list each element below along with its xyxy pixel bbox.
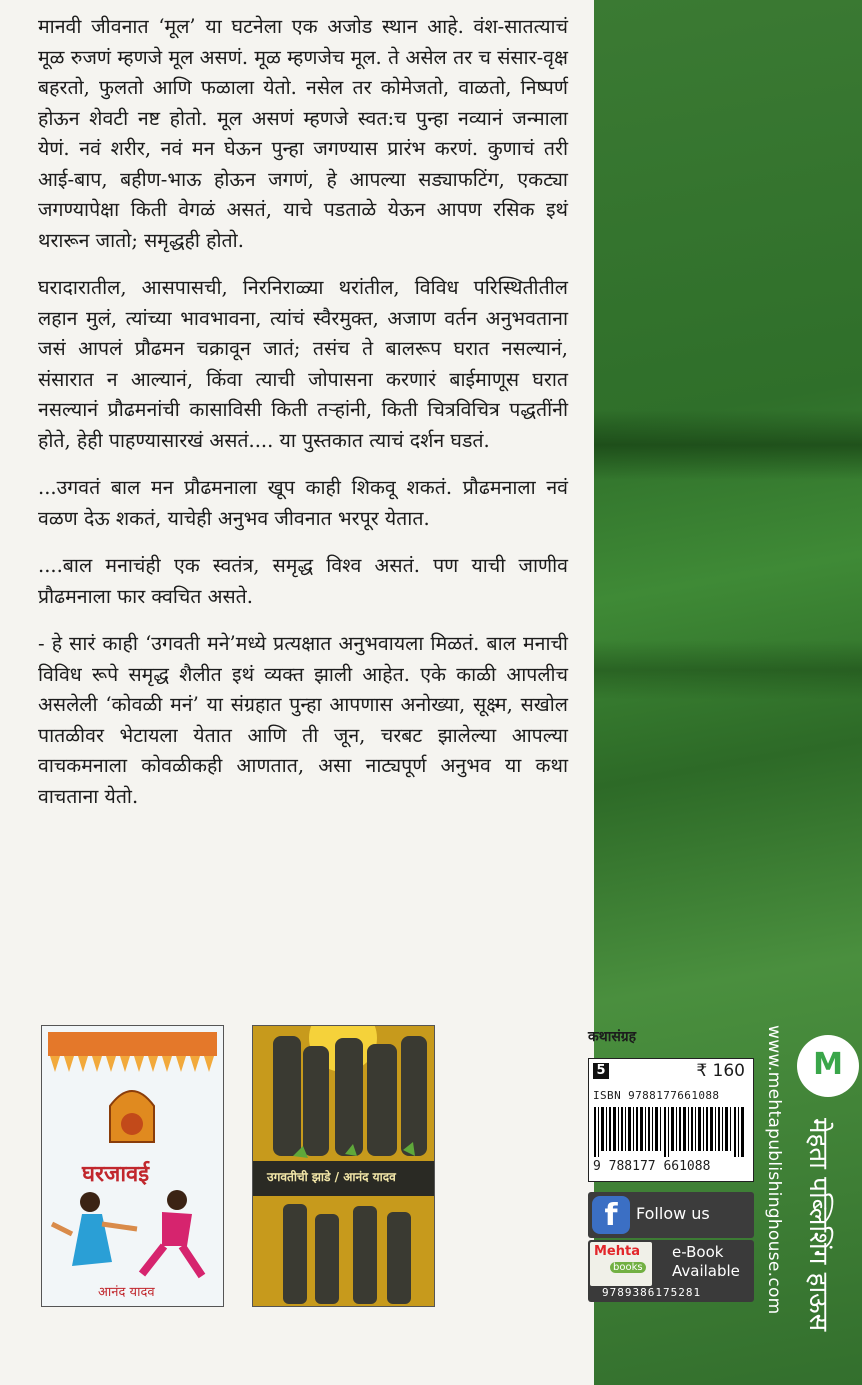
publisher-logo-mark: M — [813, 1047, 843, 1082]
publisher-website[interactable] — [762, 1025, 784, 1315]
publisher-name-text: मेहता पब्लिशिंग हाऊस — [803, 1118, 833, 1332]
blurb-paragraph-3: ...उगवतं बाल मन प्रौढमनाला खूप काही शिकवू शकतं. प्रौढमनाला नवं वळण देऊ शकतं, याचेही अनुभव जीवनात भरपूर येतात. — [38, 476, 568, 530]
blurb-text — [38, 12, 568, 829]
ebook-label-line1: e-Book — [672, 1243, 724, 1261]
facebook-icon: f — [592, 1196, 630, 1234]
book-cover-gharjawai — [41, 1025, 224, 1307]
mehta-books-logo — [590, 1242, 652, 1286]
ebook-label-line2: Available — [672, 1262, 740, 1280]
genre-label: कथासंग्रह — [588, 1029, 637, 1045]
price-code: 5 — [593, 1063, 609, 1079]
blurb-paragraph-5: - हे सारं काही ‘उगवती मने’मध्ये प्रत्यक्षात अनुभवायला मिळतं. बाल मनाची विविध रूपे समृद्ध शैलीत इथं व्यक्त झाली आहेत. एके काळी आपलीच असलेली ‘कोवळी मनं’ या संग्रहात पुन्हा आपणास अनोख्या, सूक्ष्म, सखोल पातळीवर भेटायला येतात आणि ती जून, चरबट झालेल्या आपल्या वाचकमनाला कोवळीकही आणतात, असा नाट्यपूर्ण अनुभव या कथा वाचताना येतो. — [38, 632, 568, 808]
mehta-books-logo-top: Mehta — [594, 1244, 640, 1259]
book-title-ugavatichi-zade: उगवतीची झाडे / आनंद यादव — [267, 1170, 396, 1184]
green-texture-band-lower — [594, 640, 862, 700]
blurb-paragraph-1: मानवी जीवनात ‘मूल’ या घटनेला एक अजोड स्थान आहे. वंश-सातत्याचं मूळ रुजणं म्हणजे मूल असणं. मूळ म्हणजेच मूल. ते असेल तर च संसार-वृक्ष बहरतो, फुलतो आणि फळाला येतो. नसेल तर कोमेजतो, वाळतो, निष्पर्ण होऊन शेवटी नष्ट होतो. मूल असणं म्हणजे स्वत:च पुन्हा नव्यानं जन्माला येणं. नवं शरीर, नवं मन घेऊन पुन्हा जगण्यास प्रारंभ करणं. कुणाचं तरी आई-बाप, बहीण-भाऊ होऊन जगणं, हे आपल्या सड्याफटिंग, एकट्या जगण्यापेक्षा किती वेगळं असतं, याचे पडताळे येऊन आपण रसिक इथं थरारून जातो; समृद्धही होतो. — [38, 15, 568, 252]
follow-us-label: Follow us — [636, 1204, 710, 1223]
price-amount: ₹ 160 — [696, 1061, 745, 1081]
ebook-available-badge[interactable] — [588, 1240, 754, 1302]
running-couple-figure — [42, 1184, 223, 1294]
publisher-website-text: www.mehtapublishinghouse.com — [764, 1025, 784, 1315]
blurb-paragraph-2: घरादारातील, आसपासची, निरनिराळ्या थरांतील, विविध परिस्थितीतील लहान मुलं, त्यांच्या भावभावना, त्यांचं स्वैरमुक्त, अजाण वर्तन अनुभवताना जसं आपलं प्रौढमन चक्रावून जातं; तसंच ते बालरूप घरात नसल्यानं, संसारात न आल्यानं, किंवा त्याची जोपासना करणारं बाईमाणूस घरात नसल्यानं प्रौढमनांची कासाविसी किती तऱ्हांनी, किती चित्रविचित्र पद्धतींनी होते, हेही पाहण्यासारखं असतं.... या पुस्तकात त्याचं दर्शन घडतं. — [38, 276, 568, 452]
book-author-gharjawai: आनंद यादव — [98, 1285, 155, 1300]
blurb-paragraph-4: ....बाल मनाचंही एक स्वतंत्र, समृद्ध विश्व असतं. पण याची जाणीव प्रौढमनाला फार क्वचित असते. — [38, 554, 568, 608]
barcode — [594, 1107, 750, 1157]
mehta-books-logo-bottom: books — [610, 1262, 646, 1273]
tree-stumps-illustration — [253, 1026, 434, 1306]
publisher-name — [792, 1118, 852, 1368]
publisher-logo — [797, 1035, 859, 1097]
facebook-follow-badge[interactable] — [588, 1192, 754, 1238]
book-title-gharjawai: घरजावई — [82, 1162, 150, 1187]
isbn-label: ISBN 9788177661088 — [593, 1089, 720, 1102]
ebook-isbn: 9789386175281 — [602, 1286, 702, 1299]
isbn-digits: 9 788177 661088 — [593, 1159, 711, 1174]
book-cover-ugavatichi-zade — [252, 1025, 435, 1307]
price-isbn-box — [588, 1058, 754, 1182]
green-texture-band — [594, 410, 862, 480]
